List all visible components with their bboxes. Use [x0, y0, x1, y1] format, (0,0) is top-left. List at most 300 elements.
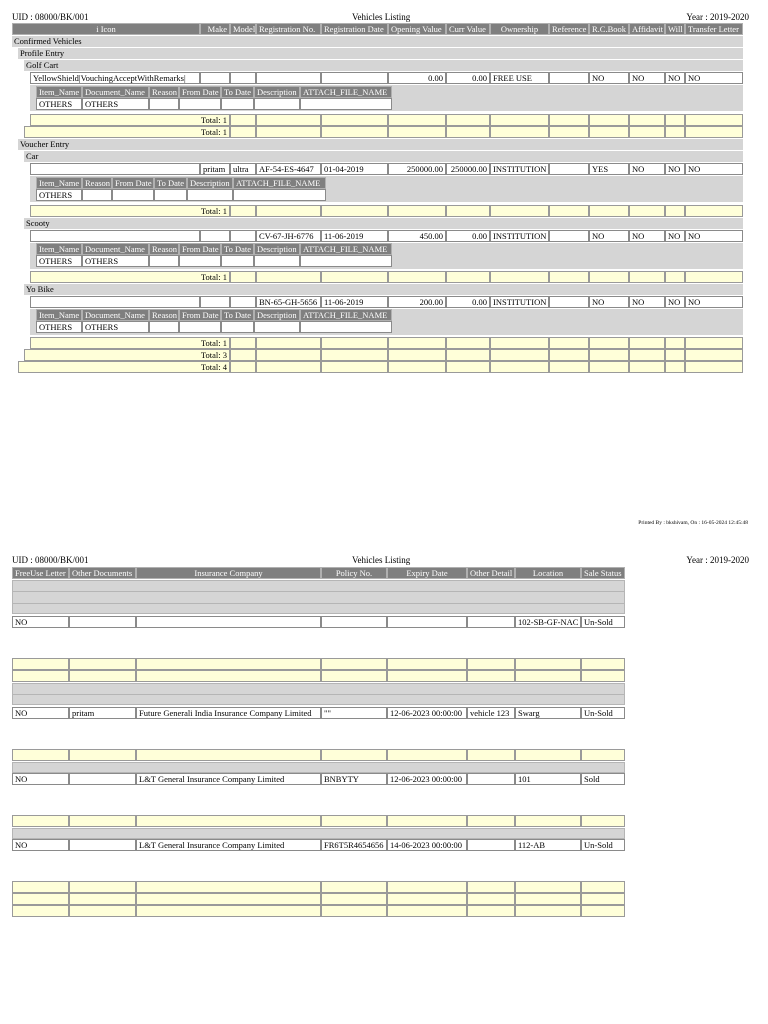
cell-model: [230, 72, 256, 84]
col-reg-no: Registration No.: [256, 23, 321, 35]
year-label: Year : 2019-2020: [686, 555, 749, 565]
page2-total-row: [12, 815, 625, 827]
doc-col-document-name: Document_Name: [82, 243, 149, 255]
cell-icon: [30, 296, 200, 308]
cell-other-detail: [467, 839, 515, 851]
total-cell: [388, 114, 446, 126]
page2-total-row: [12, 881, 625, 893]
doc-reason: [149, 255, 179, 267]
page2-row-yo-bike[interactable]: [12, 839, 625, 851]
doc-col-attach-file: ATTACH_FILE_NAME: [300, 86, 392, 98]
total-cell: [581, 670, 625, 682]
cell-reg-no: AF-54-ES-4647: [256, 163, 321, 175]
report-title: Vehicles Listing: [352, 12, 411, 22]
vehicle-row-car[interactable]: [30, 163, 743, 175]
cell-freeuse-letter: NO: [12, 773, 69, 785]
total-row-profile-entry: [24, 126, 743, 138]
cell-model: ultra: [230, 163, 256, 175]
cell-rcbook: NO: [589, 296, 629, 308]
page2-total-row: [12, 658, 625, 670]
col-icon-label: Icon: [100, 24, 116, 34]
group-car: Car: [24, 151, 743, 162]
total-cell: [515, 658, 581, 670]
total-cell: [549, 349, 589, 361]
page2-total-row: [12, 670, 625, 682]
total-cell: [490, 361, 549, 373]
total-cell: [629, 114, 665, 126]
total-cell: [589, 349, 629, 361]
car-doc-row[interactable]: [36, 189, 326, 201]
total-cell: [629, 271, 665, 283]
doc-col-to-date: To Date: [221, 309, 254, 321]
total-label: Total: 1: [30, 114, 230, 126]
cell-curr-value: 0.00: [446, 72, 490, 84]
col-other-documents: Other Documents: [69, 567, 136, 579]
total-cell: [256, 361, 321, 373]
total-cell: [665, 349, 685, 361]
total-cell: [515, 881, 581, 893]
cell-ownership: INSTITUTION: [490, 230, 549, 242]
total-cell: [321, 670, 387, 682]
cell-will: NO: [665, 72, 685, 84]
total-cell: [387, 815, 467, 827]
doc-col-description: Description: [254, 86, 300, 98]
total-cell: [321, 114, 388, 126]
total-cell: [388, 205, 446, 217]
cell-reg-no: [256, 72, 321, 84]
cell-location: Swarg: [515, 707, 581, 719]
total-cell: [136, 670, 321, 682]
group-profile-entry: Profile Entry: [18, 48, 743, 59]
divider: [12, 603, 625, 604]
total-cell: [515, 749, 581, 761]
doc-document-name: OTHERS: [82, 255, 149, 267]
total-cell: [685, 361, 743, 373]
page2-row-golf-cart[interactable]: [12, 616, 625, 628]
cell-will: NO: [665, 230, 685, 242]
cell-insurance-company: L&T General Insurance Company Limited: [136, 839, 321, 851]
col-transfer-letter: Transfer Letter: [685, 23, 743, 35]
total-cell: [549, 337, 589, 349]
col-reg-date: Registration Date: [321, 23, 388, 35]
total-cell: [388, 361, 446, 373]
doc-col-to-date: To Date: [154, 177, 187, 189]
total-cell: [136, 905, 321, 917]
total-cell: [388, 337, 446, 349]
cell-reg-no: CV-67-JH-6776: [256, 230, 321, 242]
cell-will: NO: [665, 296, 685, 308]
group-scooty: Scooty: [24, 218, 743, 229]
page2-group-bars: [12, 762, 625, 773]
cell-affidavit: NO: [629, 72, 665, 84]
col-insurance-company: Insurance Company: [136, 567, 321, 579]
total-cell: [467, 670, 515, 682]
total-cell: [321, 881, 387, 893]
cell-sale-status: Un-Sold: [581, 839, 625, 851]
vehicle-row-scooty[interactable]: [30, 230, 743, 242]
doc-row[interactable]: [36, 321, 392, 333]
total-cell: [321, 205, 388, 217]
doc-col-to-date: To Date: [221, 243, 254, 255]
report-title: Vehicles Listing: [352, 555, 411, 565]
doc-to-date: [221, 98, 254, 110]
page2-header: [12, 555, 749, 567]
total-cell: [589, 337, 629, 349]
total-cell: [387, 670, 467, 682]
cell-reference: [549, 296, 589, 308]
total-cell: [136, 893, 321, 905]
cell-transfer-letter: NO: [685, 163, 743, 175]
doc-col-from-date: From Date: [112, 177, 154, 189]
total-cell: [467, 881, 515, 893]
doc-attach-file: [300, 98, 392, 110]
cell-icon: [30, 163, 200, 175]
cell-other-documents: [69, 773, 136, 785]
total-cell: [446, 337, 490, 349]
page2-row-scooty[interactable]: [12, 773, 625, 785]
total-cell: [490, 271, 549, 283]
col-expiry-date: Expiry Date: [387, 567, 467, 579]
total-cell: [467, 905, 515, 917]
total-row-grand: [18, 361, 743, 373]
total-cell: [685, 114, 743, 126]
cell-rcbook: NO: [589, 72, 629, 84]
cell-other-detail: vehicle 123: [467, 707, 515, 719]
doc-item-name: OTHERS: [36, 98, 82, 110]
cell-other-documents: pritam: [69, 707, 136, 719]
cell-insurance-company: Future Generali India Insurance Company Limited: [136, 707, 321, 719]
total-cell: [12, 905, 69, 917]
total-cell: [256, 114, 321, 126]
total-cell: [387, 893, 467, 905]
doc-table-header: [36, 86, 392, 98]
cell-affidavit: NO: [629, 163, 665, 175]
total-row-scooty: [30, 271, 743, 283]
total-cell: [388, 349, 446, 361]
doc-col-reason: Reason: [149, 86, 179, 98]
total-cell: [589, 126, 629, 138]
total-cell: [467, 815, 515, 827]
cell-affidavit: NO: [629, 296, 665, 308]
total-cell: [589, 114, 629, 126]
col-rcbook: R.C.Book: [589, 23, 629, 35]
doc-col-from-date: From Date: [179, 309, 221, 321]
col-make: Make: [200, 23, 230, 35]
group-voucher-entry: Voucher Entry: [18, 139, 743, 150]
total-label: Total: 1: [30, 205, 230, 217]
page2-table-header: [12, 567, 625, 579]
doc-col-reason: Reason: [82, 177, 112, 189]
doc-col-from-date: From Date: [179, 86, 221, 98]
cell-sale-status: Un-Sold: [581, 616, 625, 628]
total-cell: [581, 905, 625, 917]
total-cell: [490, 349, 549, 361]
col-opening-value: Opening Value: [388, 23, 446, 35]
doc-table-header: [36, 309, 392, 321]
total-cell: [549, 361, 589, 373]
total-cell: [446, 205, 490, 217]
cell-expiry-date: 14-06-2023 00:00:00: [387, 839, 467, 851]
cell-insurance-company: L&T General Insurance Company Limited: [136, 773, 321, 785]
page2-total-row: [12, 749, 625, 761]
total-cell: [490, 337, 549, 349]
doc-description: [254, 98, 300, 110]
doc-from-date: [179, 98, 221, 110]
total-cell: [321, 126, 388, 138]
cell-expiry-date: 12-06-2023 00:00:00: [387, 707, 467, 719]
doc-reason: [149, 321, 179, 333]
group-confirmed-vehicles: Confirmed Vehicles: [12, 36, 743, 47]
doc-from-date: [112, 189, 154, 201]
total-cell: [69, 749, 136, 761]
cell-expiry-date: [387, 616, 467, 628]
total-cell: [629, 361, 665, 373]
total-cell: [256, 126, 321, 138]
total-cell: [388, 271, 446, 283]
cell-model: [230, 296, 256, 308]
total-cell: [467, 893, 515, 905]
cell-reference: [549, 72, 589, 84]
doc-attach-file: [300, 255, 392, 267]
total-cell: [136, 815, 321, 827]
total-cell: [665, 114, 685, 126]
total-cell: [69, 905, 136, 917]
uid-label: UID : 08000/BK/001: [12, 555, 89, 565]
doc-col-reason: Reason: [149, 243, 179, 255]
doc-row[interactable]: [36, 255, 392, 267]
doc-description: [187, 189, 233, 201]
total-cell: [69, 881, 136, 893]
total-cell: [12, 670, 69, 682]
total-cell: [685, 205, 743, 217]
doc-col-reason: Reason: [149, 309, 179, 321]
total-cell: [589, 271, 629, 283]
total-cell: [467, 749, 515, 761]
cell-transfer-letter: NO: [685, 230, 743, 242]
car-doc-table-header: [36, 177, 326, 189]
cell-freeuse-letter: NO: [12, 707, 69, 719]
total-cell: [321, 815, 387, 827]
col-model: Model: [230, 23, 256, 35]
col-sale-status: Sale Status: [581, 567, 625, 579]
total-cell: [665, 337, 685, 349]
divider: [12, 591, 625, 592]
cell-ownership: INSTITUTION: [490, 163, 549, 175]
doc-col-attach-file: ATTACH_FILE_NAME: [300, 243, 392, 255]
col-will: Will: [665, 23, 685, 35]
cell-rcbook: NO: [589, 230, 629, 242]
total-cell: [387, 658, 467, 670]
doc-from-date: [179, 321, 221, 333]
total-cell: [256, 337, 321, 349]
total-cell: [446, 126, 490, 138]
cell-opening-value: 200.00: [388, 296, 446, 308]
total-cell: [665, 361, 685, 373]
total-row-car: [30, 205, 743, 217]
cell-other-documents: [69, 616, 136, 628]
cell-reg-date: [321, 72, 388, 84]
total-cell: [629, 205, 665, 217]
cell-ownership: INSTITUTION: [490, 296, 549, 308]
doc-to-date: [154, 189, 187, 201]
total-cell: [230, 271, 256, 283]
doc-col-description: Description: [254, 309, 300, 321]
total-cell: [69, 670, 136, 682]
total-row-yo-bike: [30, 337, 743, 349]
col-policy-no: Policy No.: [321, 567, 387, 579]
total-cell: [12, 749, 69, 761]
cell-sale-status: Sold: [581, 773, 625, 785]
total-cell: [629, 126, 665, 138]
doc-item-name: OTHERS: [36, 321, 82, 333]
page2-group-bars: [12, 828, 625, 839]
total-cell: [515, 815, 581, 827]
vehicle-row-golf-cart[interactable]: [30, 72, 743, 84]
total-cell: [446, 114, 490, 126]
cell-opening-value: 450.00: [388, 230, 446, 242]
total-cell: [446, 271, 490, 283]
doc-description: [254, 321, 300, 333]
col-ownership: Ownership: [490, 23, 549, 35]
total-cell: [12, 893, 69, 905]
col-location: Location: [515, 567, 581, 579]
total-cell: [230, 205, 256, 217]
printed-by-footer: Printed By : bkshivam, On : 16-05-2024 12:45:48: [638, 520, 748, 526]
cell-opening-value: 0.00: [388, 72, 446, 84]
total-cell: [321, 337, 388, 349]
doc-document-name: OTHERS: [82, 321, 149, 333]
doc-reason: [82, 189, 112, 201]
total-label: Total: 1: [24, 126, 230, 138]
vehicle-row-yo-bike[interactable]: [30, 296, 743, 308]
doc-row[interactable]: [36, 98, 392, 110]
total-cell: [136, 658, 321, 670]
total-label: Total: 1: [30, 337, 230, 349]
cell-reference: [549, 230, 589, 242]
total-cell: [549, 126, 589, 138]
cell-make: [200, 296, 230, 308]
doc-col-item-name: Item_Name: [36, 86, 82, 98]
cell-policy-no: FR6T5R4654656: [321, 839, 387, 851]
total-cell: [12, 881, 69, 893]
total-cell: [230, 337, 256, 349]
doc-col-description: Description: [254, 243, 300, 255]
total-cell: [549, 205, 589, 217]
doc-reason: [149, 98, 179, 110]
total-cell: [321, 905, 387, 917]
divider: [12, 694, 625, 695]
doc-col-document-name: Document_Name: [82, 86, 149, 98]
total-cell: [549, 114, 589, 126]
cell-other-documents: [69, 839, 136, 851]
cell-other-detail: [467, 616, 515, 628]
cell-will: NO: [665, 163, 685, 175]
total-label: Total: 1: [30, 271, 230, 283]
total-cell: [230, 126, 256, 138]
cell-freeuse-letter: NO: [12, 839, 69, 851]
cell-policy-no: "": [321, 707, 387, 719]
total-cell: [256, 205, 321, 217]
total-cell: [685, 126, 743, 138]
total-cell: [589, 205, 629, 217]
total-cell: [69, 815, 136, 827]
total-row-golf-cart: [30, 114, 743, 126]
cell-reference: [549, 163, 589, 175]
cell-location: 112-AB: [515, 839, 581, 851]
doc-attach-file: [300, 321, 392, 333]
total-cell: [629, 349, 665, 361]
total-cell: [685, 271, 743, 283]
cell-reg-date: 11-06-2019: [321, 296, 388, 308]
total-cell: [387, 905, 467, 917]
doc-col-attach-file: ATTACH_FILE_NAME: [233, 177, 326, 189]
cell-policy-no: [321, 616, 387, 628]
total-cell: [665, 126, 685, 138]
cell-freeuse-letter: NO: [12, 616, 69, 628]
year-label: Year : 2019-2020: [686, 12, 749, 22]
cell-affidavit: NO: [629, 230, 665, 242]
total-cell: [581, 881, 625, 893]
cell-location: 102-SB-GF-NAC: [515, 616, 581, 628]
total-cell: [589, 361, 629, 373]
cell-icon: [30, 230, 200, 242]
total-row-voucher-entry: [24, 349, 743, 361]
total-cell: [230, 114, 256, 126]
cell-make: [200, 72, 230, 84]
doc-description: [254, 255, 300, 267]
doc-item-name: OTHERS: [36, 255, 82, 267]
doc-to-date: [221, 255, 254, 267]
total-cell: [490, 114, 549, 126]
cell-other-detail: [467, 773, 515, 785]
doc-col-item-name: Item_Name: [36, 177, 82, 189]
total-cell: [136, 749, 321, 761]
total-cell: [515, 670, 581, 682]
total-cell: [490, 126, 549, 138]
total-cell: [321, 749, 387, 761]
cell-location: 101: [515, 773, 581, 785]
cell-insurance-company: [136, 616, 321, 628]
total-cell: [321, 271, 388, 283]
total-cell: [490, 205, 549, 217]
total-cell: [515, 893, 581, 905]
page2-row-car[interactable]: [12, 707, 625, 719]
cell-policy-no: BNBYTY: [321, 773, 387, 785]
doc-to-date: [221, 321, 254, 333]
total-cell: [321, 361, 388, 373]
total-cell: [581, 893, 625, 905]
doc-col-item-name: Item_Name: [36, 309, 82, 321]
doc-attach-file: [233, 189, 326, 201]
total-cell: [321, 893, 387, 905]
total-cell: [665, 271, 685, 283]
total-cell: [549, 271, 589, 283]
total-cell: [685, 337, 743, 349]
cell-reg-date: 01-04-2019: [321, 163, 388, 175]
total-cell: [12, 815, 69, 827]
cell-icon: YellowShield|VouchingAcceptWithRemarks|: [30, 72, 200, 84]
doc-col-attach-file: ATTACH_FILE_NAME: [300, 309, 392, 321]
cell-model: [230, 230, 256, 242]
doc-table-header: [36, 243, 392, 255]
total-cell: [581, 749, 625, 761]
page2-group-bars: [12, 580, 625, 614]
col-other-detail: Other Detail: [467, 567, 515, 579]
cell-curr-value: 250000.00: [446, 163, 490, 175]
cell-transfer-letter: NO: [685, 296, 743, 308]
total-cell: [69, 658, 136, 670]
col-reference: Reference: [549, 23, 589, 35]
